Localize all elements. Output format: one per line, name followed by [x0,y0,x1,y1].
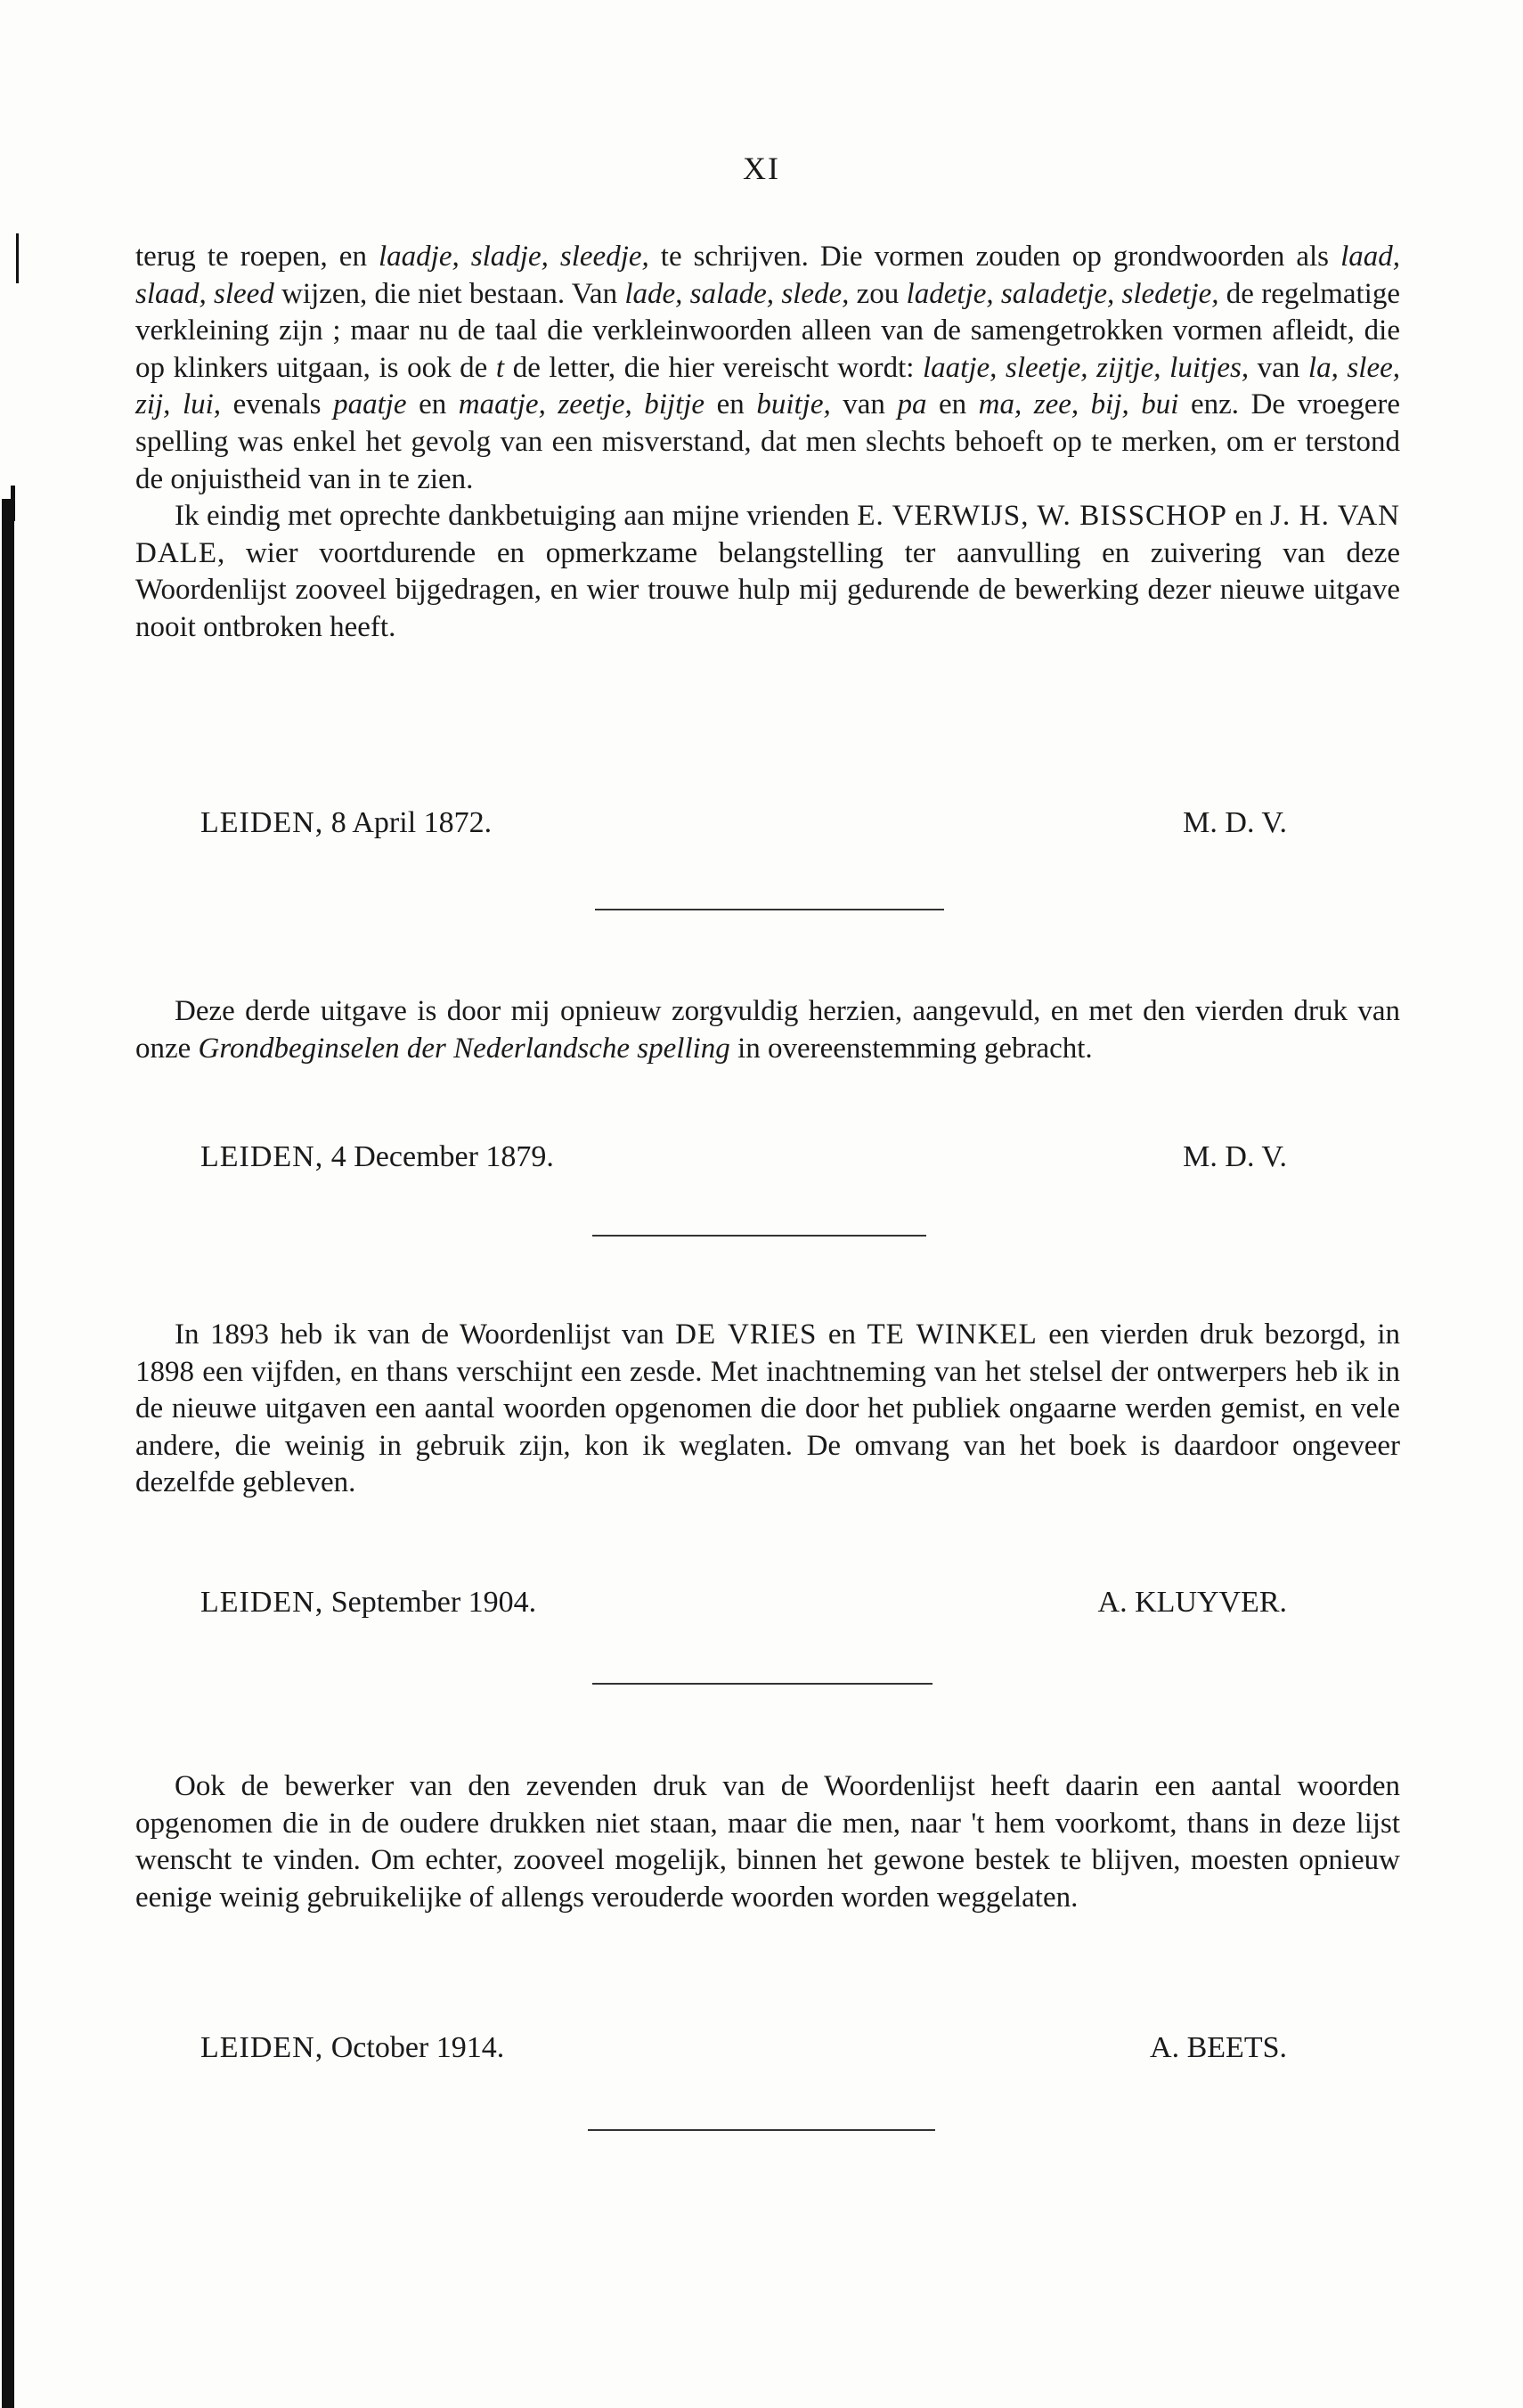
divider-rule [592,1683,933,1685]
place: LEIDEN, [200,1586,324,1619]
page-number: XI [743,151,780,186]
initials: A. KLUYVER. [1097,1586,1287,1619]
paragraph: In 1893 heb ik van de Woordenlijst van DE VRIES en TE WINKEL een vierden druk bezorgd, in 1898 een vijfden, en thans verschijnt een zesde. Met inachtneming van het stelsel der ontwerpers heb ik in de nieuwe uitgaven een aantal woorden opgenomen die door het publiek ongaarne werden gemist, en vele andere, die weinig in gebruik zijn, kon ik weglaten. De omvang van het boek is daardoor ongeveer dezelfde gebleven. [135,1318,1400,1499]
divider-rule [592,1235,926,1237]
divider-rule [595,909,944,910]
date: October 1914. [330,2031,505,2064]
divider-rule [588,2129,935,2131]
signature-line-4 [200,2031,1287,2065]
signature-line-3 [200,1586,1287,1620]
date: 4 December 1879. [330,1140,554,1173]
initials: M. D. V. [1183,806,1287,839]
page-edge-shadow [2,499,14,2408]
paragraph: Ook de bewerker van den zevenden druk van de Woordenlijst heeft daarin een aantal woorden opgenomen die in de oudere drukken niet staan, maar die men, naar 't hem voorkomt, thans in deze lijst wenscht te vinden. Om echter, zooveel mogelijk, binnen het gewone bestek te blijven, moesten opnieuw eenige weinig gebruikelijke of allengs verouderde woorden worden weggelaten. [135,1770,1400,1914]
signature-line-2 [200,1140,1287,1174]
initials: M. D. V. [1183,1140,1287,1173]
section-3 [135,1317,1400,1502]
section-1 [135,239,1400,647]
section-2 [135,993,1400,1067]
place: LEIDEN, [200,2031,324,2064]
paragraph-1: terug te roepen, en laadje, sladje, sleedje, te schrijven. Die vormen zouden op grondwoorden als laad, slaad, sleed wijzen, die niet bestaan. Van lade, salade, slede, zou ladetje, saladetje, sledetje, de regelmatige verkleining zijn ; maar nu de taal die verkleinwoorden alleen van de samengetrokken vormen afleidt, die op klinkers uitgaan, is ook de t de letter, die hier vereischt wordt: laatje, sleetje, zijtje, luitjes, van la, slee, zij, lui, evenals paatje en maatje, zeetje, bijtje en buitje, van pa en ma, zee, bij, bui enz. De vroegere spelling was enkel het gevolg van een misverstand, dat men slechts behoeft op te merken, om er terstond de onjuistheid van in te zien. [135,241,1400,495]
date: 8 April 1872. [330,806,493,839]
page-edge-mark [16,233,19,283]
signature-line-1 [200,806,1287,840]
page-edge-mark [11,486,15,521]
paragraph-2: Ik eindig met oprechte dankbetuiging aan mijne vrienden E. VERWIJS, W. BISSCHOP en J. H. VAN DALE, wier voortdurende en opmerkzame belangstelling ter aanvulling en zuivering van deze Woordenlijst zooveel bijgedragen, en wier trouwe hulp mij gedurende de bewerking dezer nieuwe uitgave nooit ontbroken heeft. [135,500,1400,643]
initials: A. BEETS. [1150,2031,1287,2064]
place: LEIDEN, [200,1140,324,1173]
date: September 1904. [330,1586,537,1619]
paragraph: Deze derde uitgave is door mij opnieuw zorgvuldig herzien, aangevuld, en met den vierden druk van onze Grondbeginselen der Nederlandsche spelling in overeenstemming gebracht. [135,995,1400,1065]
section-4 [135,1768,1400,1916]
place: LEIDEN, [200,806,324,839]
